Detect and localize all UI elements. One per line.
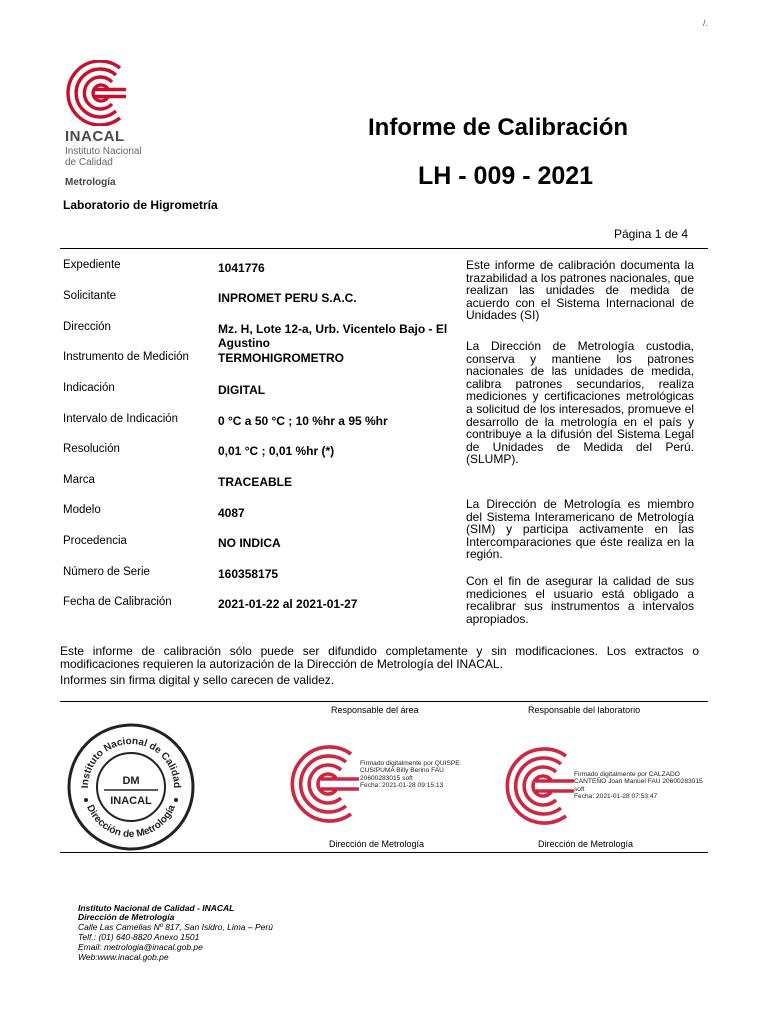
info-paragraph-3: La Dirección de Metrología es miembro del Sistema Interamericano de Metrología (SIM) y participa activamente en las Intercomparaciones que éste realiza en la región. [466,497,694,562]
field-value-indicacion: DIGITAL [218,383,266,397]
logo-subtitle-1: Instituto Nacional [65,146,142,157]
field-value-resolucion: 0,01 °C ; 0,01 %hr (*) [218,444,335,458]
logo-name: INACAL [65,128,125,145]
field-value-modelo: 4087 [218,506,245,520]
field-value-fecha: 2021-01-22 al 2021-01-27 [218,597,358,611]
corner-mark: /. [703,18,709,28]
field-value-expediente: 1041776 [218,261,265,275]
notice-text: Este informe de calibración sólo puede ser difundido completamente y sin modificaciones. Los extractos o modificaciones requieren la autorización de la Dirección de Metrología del INACAL. [60,644,699,671]
field-value-solicitante: INPROMET PERU S.A.C. [218,291,357,305]
logo-division: Metrología [65,177,116,188]
resp-lab-label: Responsable del laboratorio [528,705,641,715]
footer-email[interactable]: Email: metrologia@inacal.gob.pe [78,942,203,952]
signer-department-2: Dirección de Metrología [538,839,634,849]
field-value-direccion: Mz. H, Lote 12-a, Urb. Vicentelo Bajo - El Agustino [218,322,448,350]
page-number: Página 1 de 4 [614,227,689,241]
signer-department-1: Dirección de Metrología [329,839,425,849]
field-label-direccion: Dirección [63,321,111,333]
seal-center-top: DM [122,775,140,787]
field-value-numero-serie: 160358175 [218,567,279,581]
field-label-procedencia: Procedencia [63,535,127,547]
field-value-marca: TRACEABLE [218,475,292,489]
inacal-c-logo-icon [58,60,128,126]
seal-top-text: Instituto Nacional de Calidad [79,735,183,789]
field-label-resolucion: Resolución [63,443,120,455]
seal-bottom-text: Dirección de Metrología [84,803,178,841]
field-label-numero-serie: Número de Serie [63,566,150,578]
info-paragraph-2: La Dirección de Metrología custodia, conserva y mantiene los patrones nacionales de las unidades de medida, calibra patrones secundarios, realiza mediciones y certificaciones metrológicas a solicitud de los interesados, promueve el desarrollo de la metrología en el país y contribuye a la difusión del Sistema Legal de Unidades de Medida del Perú. (SLUMP). [466,339,694,467]
official-seal [66,722,196,852]
footer-address: Calle Las Camelias Nº 817, San Isidro, Lima – Perú [78,922,273,932]
field-value-intervalo: 0 °C a 50 °C ; 10 %hr a 95 %hr [218,414,388,428]
info-paragraph-4: Con el fin de asegurar la calidad de sus mediciones el usuario está obligado a recalibrar sus instrumentos a intervalos apropiados. [466,574,694,626]
footer-web[interactable]: Web:www.inacal.gob.pe [78,952,169,962]
footer-phone: Telf.: (01) 640-8820 Anexo 1501 [78,932,200,942]
seal-center-bottom: INACAL [110,795,152,807]
field-value-instrumento: TERMOHIGROMETRO [218,351,344,365]
field-label-expediente: Expediente [63,259,121,271]
info-paragraph-1: Este informe de calibración documenta la trazabilidad a los patrones nacionales, que realizan las unidades de medida de acuerdo con el Sistema Internacional de Unidades (SI) [466,258,694,323]
logo-subtitle-2: de Calidad [65,157,113,168]
resp-area-label: Responsable del área [331,705,419,715]
digital-signature-logo [279,744,361,824]
field-label-instrumento: Instrumento de Medición [63,351,189,363]
seal-icon [66,722,196,852]
digital-signature-1: Firmado digitalmente por QUISPE CUSIPUMA Billy Berino FAU 20600283015 soft Fecha: 2021-01-28 09:15:13 [360,760,460,790]
field-label-solicitante: Solicitante [63,290,117,302]
footer-institution: Instituto Nacional de Calidad - INACAL [78,903,235,913]
divider [60,701,708,702]
divider [60,852,708,853]
field-label-modelo: Modelo [63,504,101,516]
field-label-fecha: Fecha de Calibración [63,596,172,608]
field-label-marca: Marca [63,474,95,486]
report-code: LH - 009 - 2021 [418,162,594,190]
divider [60,248,708,249]
digital-signature-logo [494,746,576,826]
field-label-indicacion: Indicación [63,382,115,394]
lab-name: Laboratorio de Higrometría [63,198,218,212]
footer-department: Dirección de Metrología [78,912,175,922]
digital-signature-2: Firmado digitalmente por CALZADO CANTEÑO Joan Manuel FAU 20600283015 soft Fecha: 2021-01-28 07:53:47 [574,771,703,801]
field-value-procedencia: NO INDICA [218,536,281,550]
report-title: Informe de Calibración [368,114,629,141]
field-label-intervalo: Intervalo de Indicación [63,413,179,425]
notice-validity: Informes sin firma digital y sello carecen de validez. [60,673,335,687]
inacal-logo [58,60,168,190]
